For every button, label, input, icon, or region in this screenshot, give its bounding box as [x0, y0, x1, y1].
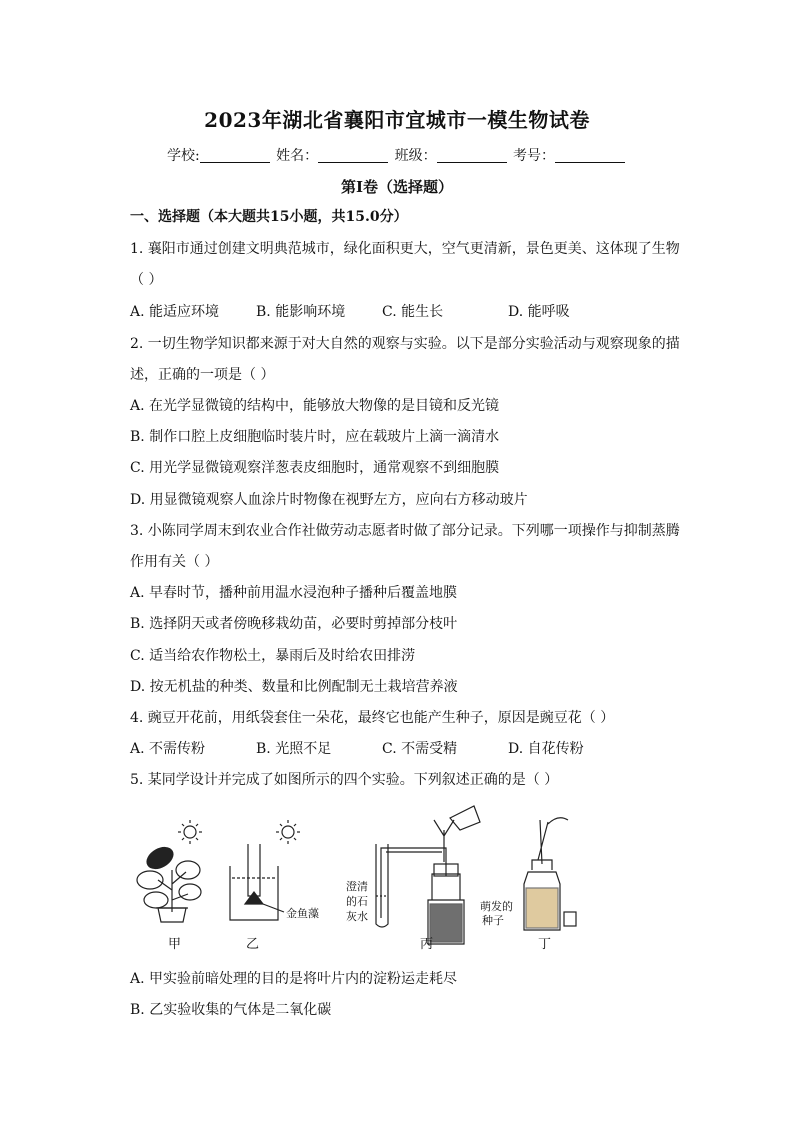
sun-icon: [276, 820, 300, 844]
q4-stem-line1: 4. 豌豆开花前，用纸袋套住一朵花，最终它也能产生种子，原因是豌豆花（ ）: [130, 710, 615, 726]
q3-option-c[interactable]: C. 适当给农作物松土，暴雨后及时给农田排涝: [130, 648, 416, 664]
q5-option-b[interactable]: B. 乙实验收集的气体是二氧化碳: [130, 1002, 332, 1018]
q4-option-b[interactable]: B. 光照不足: [256, 741, 332, 757]
q1-options: [130, 301, 570, 321]
q2-option-b[interactable]: B. 制作口腔上皮细胞临时装片时，应在载玻片上滴一滴清水: [130, 429, 500, 445]
respiration-experiment-illustration: [346, 806, 513, 952]
student-info-row: [0, 145, 794, 165]
q2-option-c[interactable]: C. 用光学显微镜观察洋葱表皮细胞时，通常观察不到细胞膜: [130, 460, 500, 476]
school-label: 学校:: [166, 148, 200, 164]
label-limewater-2: 的石: [346, 895, 368, 908]
label-limewater-3: 灰水: [346, 910, 368, 923]
experiment-figure: [128, 800, 598, 960]
class-label: 班级：: [394, 148, 437, 164]
q3-option-b[interactable]: B. 选择阴天或者傍晚移栽幼苗，必要时剪掉部分枝叶: [130, 616, 458, 632]
label-seeds-2: 种子: [482, 914, 504, 927]
pondweed-experiment-illustration: [230, 820, 319, 952]
q4-option-c[interactable]: C. 不需受精: [382, 741, 458, 757]
q2-option-a[interactable]: A. 在光学显微镜的结构中，能够放大物像的是目镜和反光镜: [130, 398, 500, 414]
q1-option-a[interactable]: A. 能适应环境: [130, 304, 220, 320]
q3-stem-line1: 3. 小陈同学周末到农业合作社做劳动志愿者时做了部分记录。下列哪一项操作与抑制蒸腾: [130, 523, 680, 539]
label-limewater-1: 澄清: [346, 880, 368, 893]
q1-option-c[interactable]: C. 能生长: [382, 304, 444, 320]
part-title: 一、选择题（本大题共15小题，共15.0分）: [130, 209, 408, 225]
q3-stem-line2: 作用有关（ ）: [130, 554, 219, 570]
q3-option-a[interactable]: A. 早春时节，播种前用温水浸泡种子播种后覆盖地膜: [130, 585, 458, 601]
q1-stem-line2: （ ）: [130, 272, 163, 288]
name-label: 姓名：: [276, 148, 319, 164]
label-bing: 丙: [420, 937, 434, 952]
exam-number-blank[interactable]: [555, 148, 625, 163]
seed-jar-experiment-illustration: [524, 818, 576, 952]
name-blank[interactable]: [318, 148, 388, 163]
q2-stem-line1: 2. 一切生物学知识都来源于对大自然的观察与实验。以下是部分实验活动与观察现象的描: [130, 336, 680, 352]
class-blank[interactable]: [437, 148, 507, 163]
q1-option-b[interactable]: B. 能影响环境: [256, 304, 346, 320]
q4-option-d[interactable]: D. 自花传粉: [508, 741, 584, 757]
q1-stem-line1: 1. 襄阳市通过创建文明典范城市，绿化面积更大，空气更清新，景色更美、这体现了生物: [130, 241, 680, 257]
section-title: 第I卷（选择题）: [340, 178, 454, 196]
label-jia: 甲: [168, 937, 182, 952]
label-pondweed: 金鱼藻: [286, 907, 319, 920]
exam-number-label: 考号：: [513, 148, 556, 164]
label-ding: 丁: [538, 937, 552, 952]
experiment-figure-svg: [128, 800, 598, 960]
plant-experiment-illustration: [137, 820, 202, 952]
exam-title: 2023年湖北省襄阳市宜城市一模生物试卷: [204, 108, 590, 132]
q3-option-d[interactable]: D. 按无机盐的种类、数量和比例配制无土栽培营养液: [130, 679, 458, 695]
sun-icon: [178, 820, 202, 844]
q4-option-a[interactable]: A. 不需传粉: [130, 741, 206, 757]
q2-option-d[interactable]: D. 用显微镜观察人血涂片时物像在视野左方，应向右方移动玻片: [130, 492, 528, 508]
q1-option-d[interactable]: D. 能呼吸: [508, 304, 570, 320]
school-blank[interactable]: [200, 148, 270, 163]
q5-stem-line1: 5. 某同学设计并完成了如图所示的四个实验。下列叙述正确的是（ ）: [130, 772, 559, 788]
q5-option-a[interactable]: A. 甲实验前暗处理的目的是将叶片内的淀粉运走耗尽: [130, 971, 458, 987]
q4-options: [130, 738, 584, 758]
label-seeds-1: 萌发的: [480, 900, 513, 913]
label-yi: 乙: [246, 937, 260, 952]
q2-stem-line2: 述，正确的一项是（ ）: [130, 367, 275, 383]
